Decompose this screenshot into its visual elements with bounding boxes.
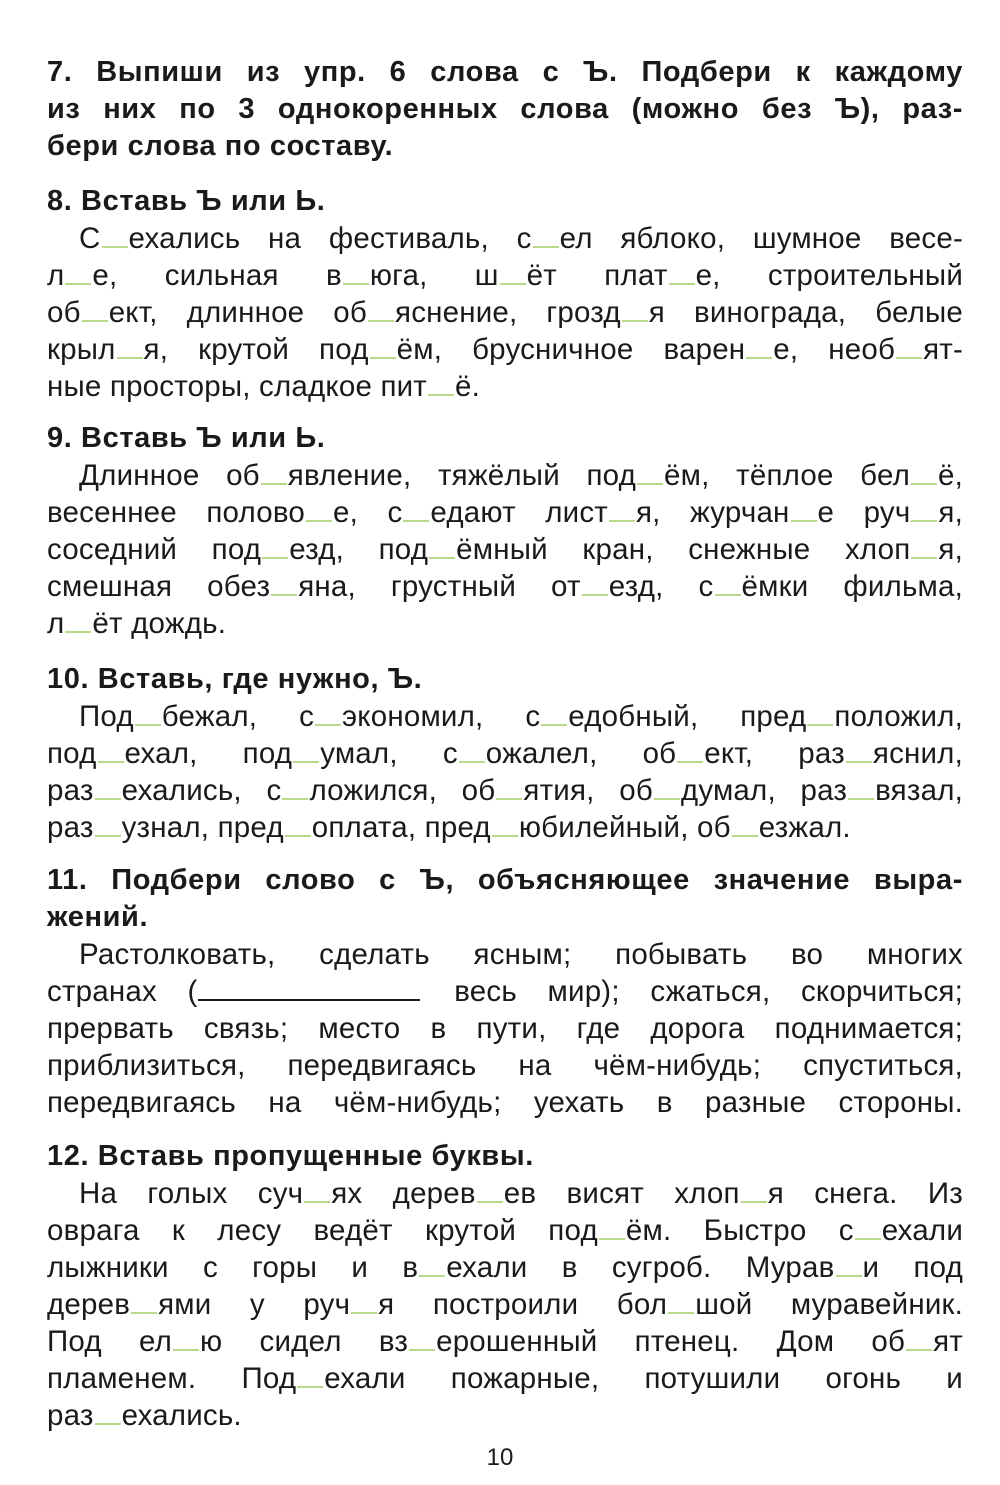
text-fragment: ят — [933, 1325, 963, 1358]
text-fragment: странах ( — [47, 975, 198, 1008]
task-8-text — [47, 220, 963, 405]
text-fragment: смешная обез — [47, 570, 271, 603]
letter-gap[interactable] — [285, 811, 311, 837]
text-fragment: пламенем. Под — [47, 1362, 297, 1395]
text-fragment: думал, раз — [680, 774, 848, 807]
text-fragment: раз — [47, 1399, 94, 1432]
letter-gap[interactable] — [343, 259, 369, 285]
text-fragment: ё. — [455, 370, 481, 403]
task-11 — [47, 862, 963, 1121]
text-fragment: ят- — [923, 333, 964, 366]
letter-gap[interactable] — [911, 459, 937, 485]
text-fragment: ел яблоко, шумное весе- — [559, 222, 963, 255]
text-fragment: умал, с — [320, 737, 458, 770]
text-line — [47, 1360, 963, 1397]
letter-gap[interactable] — [135, 700, 161, 726]
letter-gap[interactable] — [732, 811, 758, 837]
text-line — [47, 568, 963, 605]
letter-gap[interactable] — [102, 222, 128, 248]
task-10 — [47, 661, 963, 846]
letter-gap[interactable] — [173, 1325, 199, 1351]
letter-gap[interactable] — [669, 259, 695, 285]
letter-gap[interactable] — [807, 700, 833, 726]
text-fragment: бежал, с — [161, 700, 315, 733]
text-line — [47, 294, 963, 331]
page-number: 10 — [486, 1444, 514, 1471]
text-fragment: ёт плат — [526, 259, 668, 292]
letter-gap[interactable] — [428, 370, 454, 396]
text-fragment: я, — [938, 533, 963, 566]
text-fragment: ятия, об — [523, 774, 653, 807]
text-fragment: л — [47, 607, 65, 640]
task-8-heading: 8. Вставь Ъ или Ь. — [47, 185, 326, 217]
letter-gap[interactable] — [98, 737, 124, 763]
task-10-heading: 10. Вставь, где нужно, Ъ. — [47, 663, 423, 695]
text-fragment: ехали — [881, 1214, 963, 1247]
letter-gap[interactable] — [368, 296, 394, 322]
heading-line: жений. — [47, 901, 149, 933]
text-line — [47, 1286, 963, 1323]
letter-gap[interactable] — [293, 737, 319, 763]
text-line — [47, 368, 963, 405]
text-line — [47, 1323, 963, 1360]
text-fragment: крыл — [47, 333, 116, 366]
text-fragment: лыжники с горы и в — [47, 1251, 419, 1284]
text-fragment: вязал, — [875, 774, 963, 807]
text-line — [47, 1397, 963, 1434]
text-line — [47, 257, 963, 294]
letter-gap[interactable] — [282, 774, 308, 800]
text-fragment: ерошенный птенец. Дом об — [436, 1325, 906, 1358]
text-fragment: я снега. Из — [767, 1177, 963, 1210]
letter-gap[interactable] — [351, 1288, 377, 1314]
letter-gap[interactable] — [791, 496, 817, 522]
letter-gap[interactable] — [370, 333, 396, 359]
heading-line: 11. Подбери слово с Ъ, объясняющее значение выра- — [47, 864, 963, 896]
text-fragment: явление, тяжёлый под — [287, 459, 637, 492]
letter-gap[interactable] — [746, 333, 772, 359]
text-fragment: я, журчан — [636, 496, 790, 529]
text-line — [47, 605, 963, 642]
text-fragment: е, строительный — [695, 259, 963, 292]
text-line: прервать связь; место в пути, где дорога поднимается; — [47, 1012, 963, 1045]
text-fragment: я построили бол — [378, 1288, 668, 1321]
letter-gap[interactable] — [429, 533, 455, 559]
text-fragment: Под ел — [47, 1325, 173, 1358]
letter-gap[interactable] — [654, 774, 680, 800]
text-fragment: е руч — [817, 496, 911, 529]
text-fragment: ехал, под — [124, 737, 293, 770]
letter-gap[interactable] — [459, 737, 485, 763]
letter-gap[interactable] — [533, 222, 559, 248]
text-line — [47, 809, 963, 846]
text-fragment: узнал, пред — [121, 811, 284, 844]
text-line — [47, 735, 963, 772]
text-fragment: ожалел, об — [485, 737, 677, 770]
text-fragment: ёт дождь. — [92, 607, 227, 640]
text-fragment: весеннее полово — [47, 496, 305, 529]
text-fragment: ём. Быстро с — [625, 1214, 854, 1247]
heading-line: бери слова по составу. — [47, 130, 394, 162]
text-fragment: езд, с — [608, 570, 714, 603]
text-fragment: положил, — [834, 700, 963, 733]
letter-gap[interactable] — [95, 811, 121, 837]
task-10-text — [47, 698, 963, 846]
text-fragment: шой муравейник. — [695, 1288, 963, 1321]
text-fragment: е, необ — [773, 333, 896, 366]
text-fragment: езжал. — [758, 811, 851, 844]
text-fragment: С — [79, 222, 101, 255]
text-fragment: ехали в сугроб. Мурав — [446, 1251, 835, 1284]
text-line — [47, 973, 963, 1010]
text-fragment: е, сильная в — [92, 259, 342, 292]
text-fragment: раз — [47, 774, 94, 807]
text-fragment: ехались, с — [121, 774, 282, 807]
text-line — [47, 1249, 963, 1286]
text-fragment: раз — [47, 811, 94, 844]
text-fragment: юбилейный, об — [518, 811, 731, 844]
text-fragment: оплата, пред — [311, 811, 491, 844]
letter-gap[interactable] — [95, 774, 121, 800]
heading-line: из них по 3 однокоренных слова (можно без Ъ), раз- — [47, 93, 963, 125]
text-fragment: Длинное об — [79, 459, 260, 492]
letter-gap[interactable] — [609, 496, 635, 522]
text-fragment: под — [47, 737, 97, 770]
text-line: Растолковать, сделать ясным; побывать во многих — [79, 938, 963, 971]
letter-gap[interactable] — [906, 1325, 932, 1351]
letter-gap[interactable] — [403, 496, 429, 522]
letter-gap[interactable] — [315, 700, 341, 726]
text-fragment: яна, грустный от — [298, 570, 581, 603]
letter-gap[interactable] — [741, 1177, 767, 1203]
text-fragment: яснение, грозд — [395, 296, 621, 329]
letter-gap[interactable] — [500, 259, 526, 285]
task-8 — [47, 183, 963, 405]
letter-gap[interactable] — [541, 700, 567, 726]
letter-gap[interactable] — [65, 259, 91, 285]
text-line — [47, 698, 963, 735]
letter-gap[interactable] — [677, 737, 703, 763]
letter-gap[interactable] — [304, 1177, 330, 1203]
text-fragment: и под — [862, 1251, 963, 1284]
letter-gap[interactable] — [262, 533, 288, 559]
text-fragment: езд, под — [289, 533, 429, 566]
letter-gap[interactable] — [306, 496, 332, 522]
task-12-heading: 12. Вставь пропущенные буквы. — [47, 1140, 534, 1172]
letter-gap[interactable] — [911, 496, 937, 522]
letter-gap[interactable] — [896, 333, 922, 359]
letter-gap[interactable] — [668, 1288, 694, 1314]
task-12 — [47, 1138, 963, 1434]
task-9-heading: 9. Вставь Ъ или Ь. — [47, 422, 326, 454]
text-fragment: ехались. — [121, 1399, 242, 1432]
letter-gap[interactable] — [599, 1214, 625, 1240]
text-fragment: ями у руч — [158, 1288, 351, 1321]
task-7 — [47, 54, 963, 165]
letter-gap[interactable] — [65, 607, 91, 633]
text-line — [47, 531, 963, 568]
text-fragment: ект, раз — [704, 737, 845, 770]
letter-gap[interactable] — [911, 533, 937, 559]
text-fragment: ект, длинное об — [108, 296, 368, 329]
letter-gap[interactable] — [855, 1214, 881, 1240]
text-fragment: соседний под — [47, 533, 262, 566]
letter-gap[interactable] — [848, 774, 874, 800]
task-9-text — [47, 457, 963, 642]
answer-blank[interactable] — [198, 974, 420, 1001]
text-fragment: ехались на фестиваль, с — [128, 222, 532, 255]
letter-gap[interactable] — [582, 570, 608, 596]
text-fragment: весь мир); сжаться, скорчиться; — [454, 975, 963, 1008]
letter-gap[interactable] — [496, 774, 522, 800]
letter-gap[interactable] — [409, 1325, 435, 1351]
text-fragment: я, крутой под — [143, 333, 369, 366]
text-line — [47, 1212, 963, 1249]
text-fragment: ём, тёплое бел — [664, 459, 910, 492]
text-fragment: ные просторы, сладкое пит — [47, 370, 428, 403]
letter-gap[interactable] — [477, 1177, 503, 1203]
letter-gap[interactable] — [419, 1251, 445, 1277]
text-fragment: Под — [79, 700, 134, 733]
text-fragment: ю сидел вз — [200, 1325, 409, 1358]
text-fragment: юга, ш — [369, 259, 499, 292]
task-12-text — [47, 1175, 963, 1434]
text-fragment: об — [47, 296, 81, 329]
text-fragment: яснил, — [872, 737, 963, 770]
text-line — [47, 220, 963, 257]
letter-gap[interactable] — [836, 1251, 862, 1277]
text-line: приблизиться, передвигаясь на чём-нибудь; спуститься, — [47, 1049, 963, 1082]
heading-line: 7. Выпиши из упр. 6 слова с Ъ. Подбери к каждому — [47, 56, 963, 88]
letter-gap[interactable] — [117, 333, 143, 359]
text-fragment: едобный, пред — [568, 700, 807, 733]
letter-gap[interactable] — [846, 737, 872, 763]
text-fragment: едают лист — [430, 496, 608, 529]
task-7-heading — [47, 54, 963, 165]
task-9 — [47, 420, 963, 642]
text-line: передвигаясь на чём-нибудь; уехать в разные стороны. — [47, 1086, 963, 1119]
letter-gap[interactable] — [271, 570, 297, 596]
text-fragment: ё, — [937, 459, 963, 492]
letter-gap[interactable] — [131, 1288, 157, 1314]
text-fragment: ев висят хлоп — [503, 1177, 740, 1210]
text-fragment: я винограда, белые — [648, 296, 964, 329]
task-11-heading — [47, 862, 963, 936]
text-fragment: л — [47, 259, 65, 292]
letter-gap[interactable] — [622, 296, 648, 322]
text-line — [47, 1175, 963, 1212]
letter-gap[interactable] — [82, 296, 108, 322]
letter-gap[interactable] — [715, 570, 741, 596]
text-line — [47, 457, 963, 494]
text-fragment: дерев — [47, 1288, 131, 1321]
text-line — [47, 494, 963, 531]
task-11-text — [47, 936, 963, 1121]
letter-gap[interactable] — [297, 1362, 323, 1388]
text-fragment: экономил, с — [342, 700, 541, 733]
text-fragment: ёмки фильма, — [741, 570, 963, 603]
text-fragment: На голых суч — [79, 1177, 304, 1210]
text-fragment: я, — [938, 496, 963, 529]
text-fragment: е, с — [333, 496, 403, 529]
text-fragment: оврага к лесу ведёт крутой под — [47, 1214, 598, 1247]
letter-gap[interactable] — [261, 459, 287, 485]
text-fragment: ём, брусничное варен — [396, 333, 746, 366]
letter-gap[interactable] — [95, 1399, 121, 1425]
text-line — [47, 772, 963, 809]
letter-gap[interactable] — [492, 811, 518, 837]
text-fragment: ложился, об — [309, 774, 496, 807]
text-line — [47, 331, 963, 368]
text-fragment: ях дерев — [331, 1177, 476, 1210]
text-fragment: ехали пожарные, потушили огонь и — [324, 1362, 963, 1395]
text-fragment: ёмный кран, снежные хлоп — [456, 533, 911, 566]
letter-gap[interactable] — [637, 459, 663, 485]
